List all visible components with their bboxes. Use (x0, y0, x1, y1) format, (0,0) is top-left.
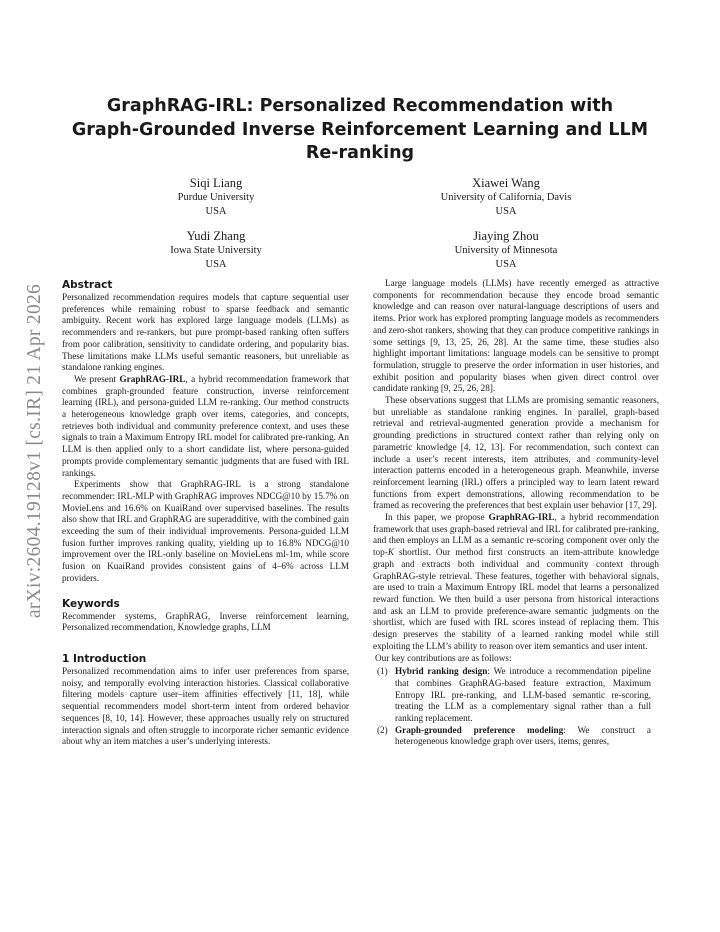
author-name: Xiawei Wang (472, 176, 540, 190)
item-number: (2) (377, 724, 388, 735)
author-country: USA (495, 205, 517, 217)
author-affiliation: Iowa State University (170, 245, 262, 256)
title-line: Re-ranking (305, 143, 415, 163)
text-run: , a hybrid recommendation framework that uses graph-based retrieval and IRL for calibrated pre-ranking, and then employs an LLM as a semantic re-scoring component over only the top- (373, 512, 659, 558)
contribution-item (373, 666, 659, 725)
body-paragraph: Large language models (LLMs) have recently emerged as attractive components for recommendation because they encode broad semantic knowledge and can reason over natural-language descriptions of users and items. Prior work has explored prompting language models as recommenders and zero-shot rankers, showing that they can produce competitive rankings in some settings [9, 13, 25, 26, 28]. At the same time, these studies also highlight important limitations: language models can be sensitive to prompt formulation, struggle to preserve the order information in user histories, and exhibit position and popularity biases when given direct control over candidate ranking [9, 25, 26, 28]. (373, 278, 659, 394)
item-title: Graph-grounded preference modeling (395, 724, 564, 735)
author-affiliation: Purdue University (177, 192, 255, 203)
author-name: Siqi Liang (189, 176, 243, 190)
keywords-heading: Keywords (62, 597, 120, 610)
method-name: GraphRAG-IRL (119, 373, 186, 384)
item-text: : We introduce a recommendation pipeline that combines GraphRAG-based feature extraction, Maximum Entropy IRL pre-ranking, and LLM-based semantic re-scoring, treating the LLM as a complementary signal rather than a full ranking replacement. (395, 666, 651, 724)
introduction-heading: 1 Introduction (62, 652, 147, 665)
paper-title (60, 95, 660, 166)
author-block (96, 229, 336, 271)
arxiv-identifier (24, 258, 46, 643)
text-run: , a hybrid recommendation framework that combines graph-grounded feature construction, inverse reinforcement learning (IRL), and persona-guided LLM re-ranking. Our method constructs a heterogeneous knowledge graph over items, categories, and concepts, retrieves both individual and community preference context, and uses these signals to train a Maximum Entropy IRL model for calibrated pre-ranking. An LLM is then applied only to a short candidate list, where persona-guided prompts provide complementary semantic judgments that are fused with IRL rankings. (62, 373, 350, 478)
contributions-list (373, 666, 659, 748)
text-run: shortlist. Our method first constructs an item-attribute knowledge graph and extracts both individual and community context through GraphRAG-style retrieval. These features, together with behavioral signals, are used to train a Maximum Entropy IRL model that learns a personalized reward function. We then build a user persona from historical interactions and ask an LLM to provide preference-aware semantic judgments on the shortlist, which are fused with IRL scores instead of replacing them. This design preserves the stability of a learned ranking model while still exploiting the LLM’s ability to reason over item semantics and user intent. (373, 547, 659, 651)
author-country: USA (205, 258, 227, 270)
author-country: USA (205, 205, 227, 217)
item-title: Hybrid ranking design (395, 666, 488, 677)
abstract-paragraph: Personalized recommendation requires models that capture sequential user preferences while remaining robust to sparse feedback and semantic ambiguity. Recent work has explored large language models (LLMs) as recommenders and re-rankers, but pure prompt-based ranking often suffers from poor calibration, sensitivity to candidate ordering, and popularity bias. These limitations make LLMs useful semantic reasoners, but unreliable as standalone ranking engines. (62, 292, 349, 373)
arxiv-identifier-text: arXiv:2604.19128v1 [cs.IR] 21 Apr 2026 (24, 283, 45, 618)
math-variable: K (387, 547, 394, 558)
author-block (386, 176, 626, 218)
author-country: USA (495, 258, 517, 270)
author-block (96, 176, 336, 218)
abstract-paragraph: Experiments show that GraphRAG-IRL is a strong standalone recommender: IRL-MLP with GraphRAG improves NDCG@10 by 15.7% on MovieLens and 16.6% on KuaiRand over supervised baselines. The results also show that IRL and GraphRAG are superadditive, with the combined gain exceeding the sum of their individual improvements. Persona-guided LLM fusion further improves ranking quality, yielding up to 16.8% NDCG@10 improvement over the IRL-only baseline on MovieLens ml-1m, while score fusion on KuaiRand provides consistent gains of 4–6% across LLM providers. (62, 479, 349, 583)
text-run: We present (74, 373, 120, 384)
abstract-paragraph (62, 374, 349, 479)
body-paragraph (373, 512, 659, 652)
author-block (386, 229, 626, 271)
title-line: Graph-Grounded Inverse Reinforcement Learning and LLM (71, 119, 649, 140)
item-number: (1) (377, 666, 388, 677)
title-line: GraphRAG-IRL: Personalized Recommendation with (106, 96, 614, 116)
keywords-text: Recommender systems, GraphRAG, Inverse reinforcement learning, Personalized recommendation, Knowledge graphs, LLM (62, 610, 349, 633)
contribution-item (373, 725, 659, 748)
method-name: GraphRAG-IRL (488, 512, 555, 523)
item-text: : We construct a heterogeneous knowledge graph over users, items, genres, (395, 724, 651, 747)
right-column (373, 278, 659, 748)
left-column (62, 278, 349, 748)
contributions-intro: Our key contributions are as follows: (375, 652, 512, 663)
body-paragraph: These observations suggest that LLMs are promising semantic reasoners, but unreliable as standalone ranking engines. In parallel, graph-based retrieval and retrieval-augmented generation provide a mechanism for grounding predictions in structured context rather than relying only on parametric knowledge [4, 12, 13]. For recommendation, such context can include a user’s recent interests, item attributes, and community-level interaction patterns encoded in a heterogeneous graph. Meanwhile, inverse reinforcement learning (IRL) offers a principled way to learn latent reward functions from expert demonstrations, allowing recommendation to be framed as recovering the preferences that best explain user behavior [17, 29]. (373, 395, 659, 511)
author-affiliation: University of California, Davis (440, 192, 572, 203)
abstract-heading: Abstract (62, 279, 113, 291)
author-name: Yudi Zhang (186, 229, 246, 243)
author-affiliation: University of Minnesota (454, 245, 558, 256)
text-run: In this paper, we propose (385, 512, 489, 523)
body-paragraph: Personalized recommendation aims to infer user preferences from sparse, noisy, and temporally evolving interaction histories. Classical collaborative filtering models capture user–item affinities effectively [11, 18], while sequential recommenders model short-term intent from ordered behavior sequences [8, 10, 14]. However, these approaches usually rely on structured interaction signals and often struggle to incorporate richer semantic evidence about why an item matches a user’s underlying interests. (62, 665, 349, 747)
author-name: Jiaying Zhou (473, 229, 539, 243)
